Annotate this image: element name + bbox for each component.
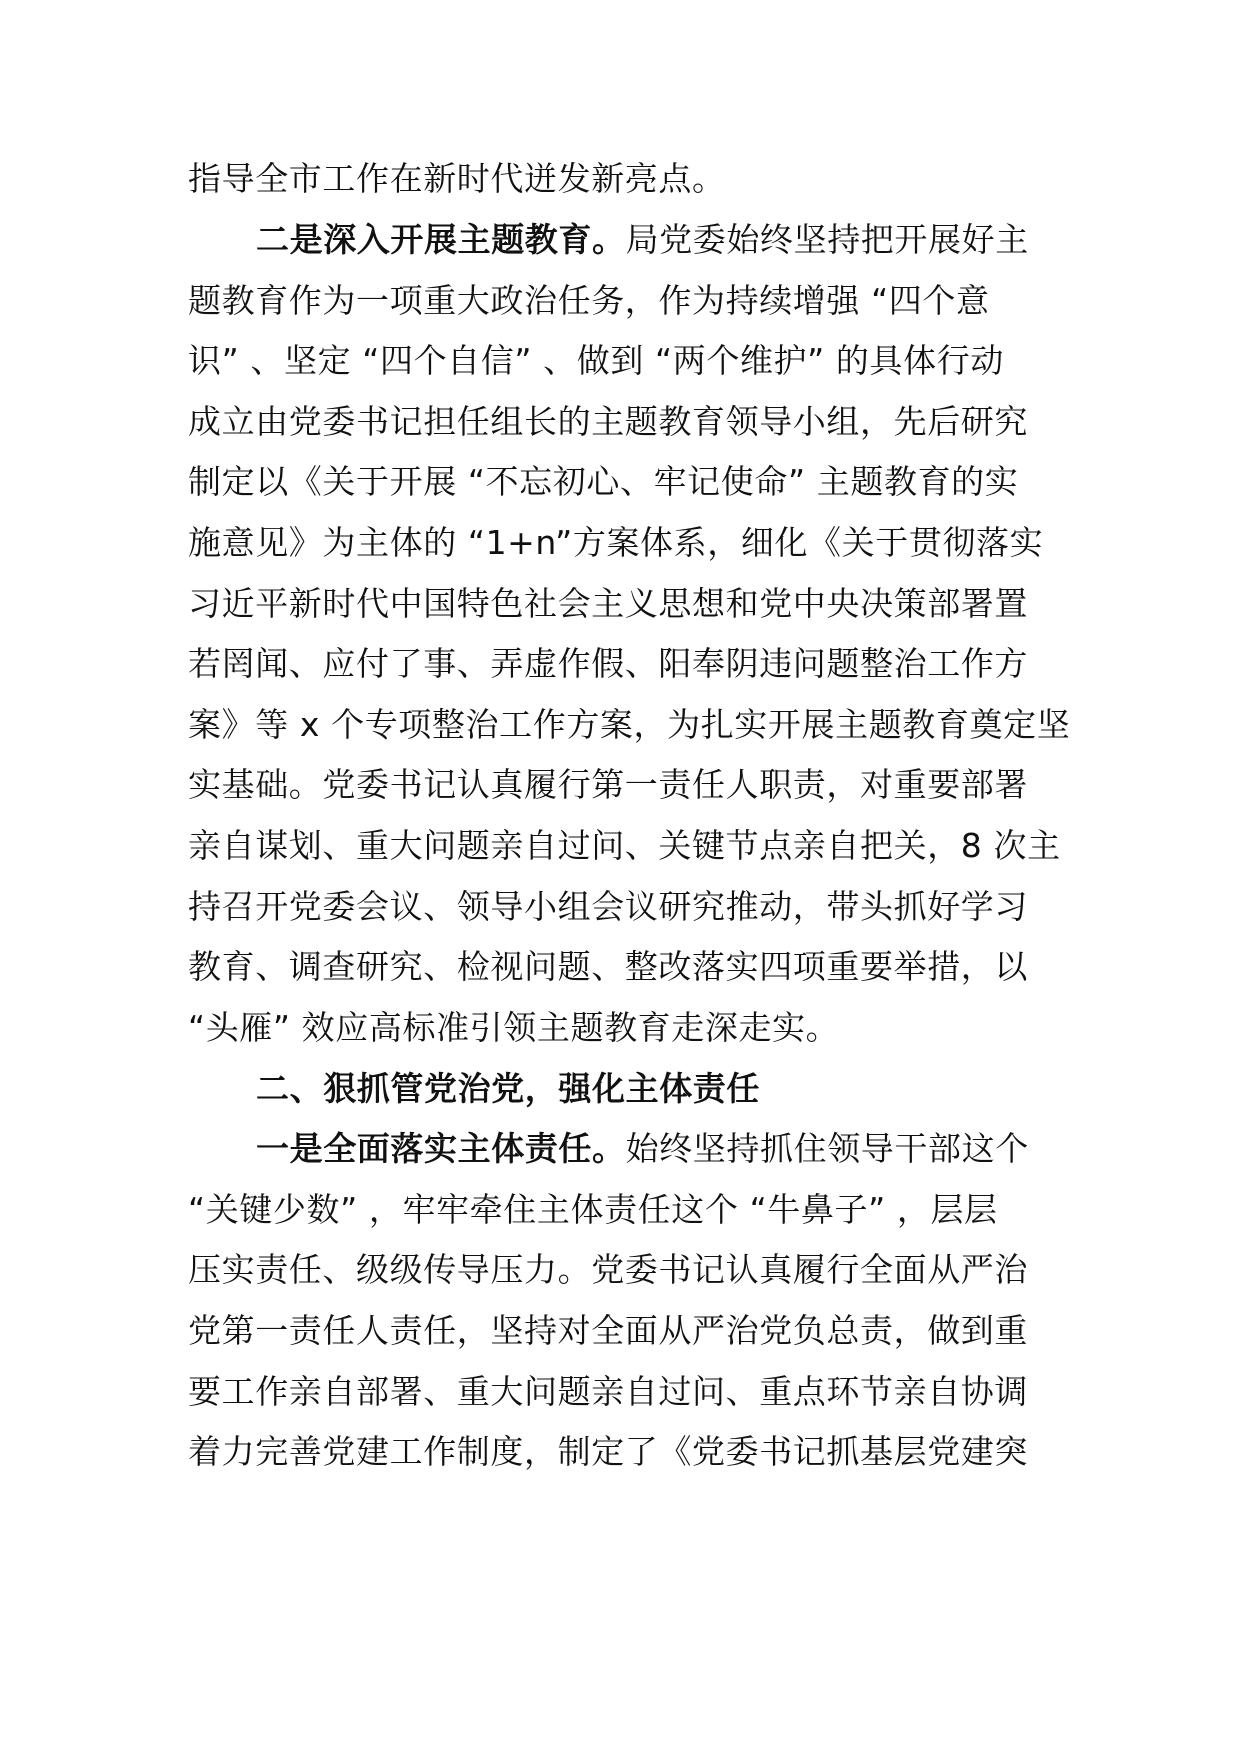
line-text: 识” 、坚定 “四个自信” 、做到 “两个维护” 的具体行动 [188, 341, 1004, 380]
line-text: 实基础。党委书记认真履行第一责任人职责，对重要部署 [188, 765, 1028, 804]
line-text: “关键少数” ，牢牢牵住主体责任这个 “牛鼻子” ，层层 [188, 1190, 998, 1229]
line-text: 施意见》为主体的 “1+n”方案体系，细化《关于贯彻落实 [188, 523, 1044, 562]
section-heading [256, 1069, 760, 1109]
line-text: 亲自谋划、重大问题亲自过问、关键节点亲自把关，8 次主 [188, 826, 1061, 865]
line-text: 指导全市工作在新时代迸发新亮点。 [188, 159, 726, 198]
line-text: 习近平新时代中国特色社会主义思想和党中央决策部署置 [188, 584, 1028, 623]
body-text-line [188, 1190, 998, 1230]
body-text-line [188, 1008, 839, 1048]
line-text: 压实责任、级级传导压力。党委书记认真履行全面从严治 [188, 1250, 1028, 1289]
line-text: 要工作亲自部署、重大问题亲自过问、重点环节亲自协调 [188, 1372, 1028, 1411]
line-text: 着力完善党建工作制度，制定了《党委书记抓基层党建突 [188, 1432, 1028, 1471]
body-text-line [188, 341, 1004, 381]
body-text-line [188, 826, 1061, 866]
body-text-line [188, 705, 1070, 745]
line-text: 持召开党委会议、领导小组会议研究推动，带头抓好学习 [188, 887, 1028, 926]
line-text: 若罔闻、应付了事、弄虚作假、阳奉阴违问题整治工作方 [188, 644, 1028, 683]
line-text: 局党委始终坚持把开展好主 [625, 220, 1029, 259]
paragraph-lead: 二是深入开展主题教育。 [256, 220, 626, 259]
body-text-line [188, 1432, 1028, 1472]
body-text-line [188, 1372, 1028, 1412]
body-text-line [188, 523, 1043, 563]
line-text: 教育、调查研究、检视问题、整改落实四项重要举措，以 [188, 947, 1028, 986]
paragraph-first-line [256, 1129, 1029, 1169]
body-text-line [188, 402, 1028, 442]
body-text-line [188, 462, 1018, 502]
body-text-line [188, 1250, 1028, 1290]
line-text: 始终坚持抓住领导干部这个 [625, 1129, 1029, 1168]
body-text-line [188, 1311, 1028, 1351]
body-text-line [188, 947, 1028, 987]
line-text: “头雁” 效应高标准引领主题教育走深走实。 [188, 1008, 840, 1047]
heading-text: 二、狠抓管党治党，强化主体责任 [256, 1069, 760, 1108]
body-text-line [188, 887, 1028, 927]
body-text-line [188, 765, 1028, 805]
line-text: 党第一责任人责任，坚持对全面从严治党负总责，做到重 [188, 1311, 1028, 1350]
line-text: 案》等 x 个专项整治工作方案，为扎实开展主题教育奠定坚 [188, 705, 1071, 744]
line-text: 制定以《关于开展 “不忘初心、牢记使命” 主题教育的实 [188, 462, 1019, 501]
body-text-line [188, 584, 1028, 624]
line-text: 题教育作为一项重大政治任务，作为持续增强 “四个意 [188, 281, 990, 320]
paragraph-lead: 一是全面落实主体责任。 [256, 1129, 626, 1168]
body-text-line [188, 159, 726, 199]
paragraph-first-line [256, 220, 1029, 260]
line-text: 成立由党委书记担任组长的主题教育领导小组，先后研究 [188, 402, 1028, 441]
body-text-line [188, 644, 1028, 684]
body-text-line [188, 281, 990, 321]
